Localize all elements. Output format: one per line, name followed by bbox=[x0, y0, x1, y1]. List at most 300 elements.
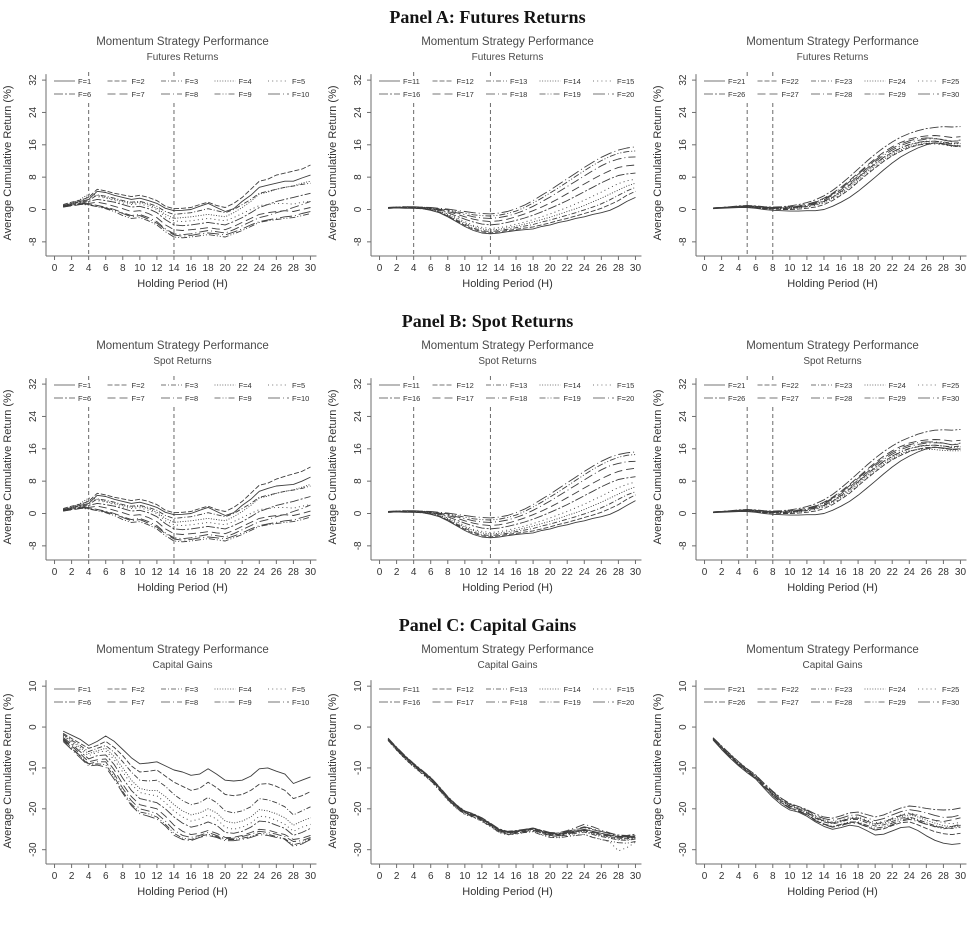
legend-item-F=29 bbox=[865, 698, 906, 707]
legend-item-F=30 bbox=[918, 698, 959, 707]
x-tick-label: 22 bbox=[236, 567, 248, 578]
legend-label: F=26 bbox=[728, 394, 746, 403]
legend-item-F=14 bbox=[540, 685, 581, 694]
legend-item-F=17 bbox=[433, 90, 474, 99]
x-tick-label: 4 bbox=[410, 263, 417, 274]
legend-item-F=25 bbox=[918, 685, 959, 694]
x-tick-label: 4 bbox=[735, 263, 742, 274]
legend-item-F=26 bbox=[704, 698, 745, 707]
legend-item-F=10 bbox=[268, 394, 309, 403]
panel-C-section bbox=[0, 612, 975, 916]
x-tick-label: 12 bbox=[476, 871, 488, 882]
legend-label: F=10 bbox=[292, 90, 310, 99]
legend-item-F=21 bbox=[704, 685, 745, 694]
x-tick-label: 10 bbox=[459, 263, 471, 274]
x-tick-label: 18 bbox=[527, 567, 539, 578]
legend-item-F=2 bbox=[108, 685, 145, 694]
y-tick-label: -30 bbox=[353, 842, 364, 857]
series-F=23 bbox=[713, 445, 960, 513]
x-tick-label: 30 bbox=[629, 263, 642, 274]
chart-subtitle: Capital Gains bbox=[152, 660, 213, 671]
chart-container-C3 bbox=[650, 638, 975, 916]
x-tick-label: 2 bbox=[393, 263, 400, 274]
legend-item-F=5 bbox=[268, 381, 305, 390]
y-tick-label: 32 bbox=[28, 74, 39, 86]
x-tick-label: 22 bbox=[561, 871, 573, 882]
x-tick-label: 0 bbox=[51, 567, 58, 578]
y-tick-label: -20 bbox=[678, 801, 689, 817]
legend-label: F=25 bbox=[942, 685, 960, 694]
x-tick-label: 22 bbox=[886, 871, 898, 882]
y-tick-label: 0 bbox=[28, 724, 39, 730]
legend-item-F=20 bbox=[593, 698, 634, 707]
legend-item-F=19 bbox=[540, 698, 581, 707]
legend-item-F=15 bbox=[593, 77, 634, 86]
chart-title: Momentum Strategy Performance bbox=[421, 644, 594, 656]
x-tick-label: 30 bbox=[954, 871, 967, 882]
x-tick-label: 22 bbox=[236, 871, 248, 882]
x-tick-label: 10 bbox=[134, 263, 146, 274]
legend-label: F=7 bbox=[131, 698, 145, 707]
series-F=23 bbox=[713, 141, 960, 209]
series-F=26 bbox=[713, 738, 960, 819]
x-tick-label: 6 bbox=[752, 263, 759, 274]
series-F=16 bbox=[388, 477, 635, 529]
x-tick-label: 12 bbox=[476, 567, 488, 578]
x-tick-label: 22 bbox=[886, 567, 898, 578]
x-tick-label: 14 bbox=[818, 871, 830, 882]
x-tick-label: 26 bbox=[920, 263, 932, 274]
x-axis-label: Holding Period (H) bbox=[787, 886, 878, 898]
x-tick-label: 2 bbox=[718, 263, 725, 274]
x-tick-label: 0 bbox=[51, 871, 58, 882]
x-tick-label: 26 bbox=[270, 871, 282, 882]
x-tick-label: 6 bbox=[752, 567, 759, 578]
legend-item-F=23 bbox=[811, 77, 852, 86]
x-tick-label: 16 bbox=[835, 263, 847, 274]
series-F=21 bbox=[713, 740, 960, 844]
legend-label: F=16 bbox=[403, 90, 421, 99]
y-tick-label: -20 bbox=[28, 801, 39, 817]
chart-subtitle: Futures Returns bbox=[471, 52, 544, 63]
y-tick-label: 24 bbox=[353, 106, 364, 119]
series-F=4 bbox=[63, 735, 310, 825]
y-tick-label: 0 bbox=[28, 206, 39, 213]
series-F=19 bbox=[388, 741, 635, 844]
legend-item-F=28 bbox=[811, 698, 852, 707]
y-tick-label: 24 bbox=[353, 410, 364, 423]
x-tick-label: 20 bbox=[219, 567, 231, 578]
legend-label: F=22 bbox=[781, 685, 799, 694]
x-axis-label: Holding Period (H) bbox=[137, 278, 228, 290]
legend-item-F=15 bbox=[593, 685, 634, 694]
x-tick-label: 26 bbox=[920, 871, 932, 882]
legend-label: F=28 bbox=[835, 90, 853, 99]
legend-label: F=11 bbox=[403, 381, 420, 390]
x-tick-label: 0 bbox=[701, 263, 708, 274]
y-tick-label: 32 bbox=[353, 378, 364, 390]
series-F=12 bbox=[388, 739, 635, 838]
legend-item-F=5 bbox=[268, 77, 305, 86]
x-tick-label: 0 bbox=[376, 567, 383, 578]
x-tick-label: 14 bbox=[168, 871, 180, 882]
legend-label: F=7 bbox=[131, 394, 145, 403]
chart-container-C2 bbox=[325, 638, 650, 916]
legend-item-F=13 bbox=[486, 381, 527, 390]
legend-item-F=7 bbox=[108, 90, 145, 99]
y-axis-label: Average Cumulative Return (%) bbox=[2, 693, 14, 849]
legend-label: F=27 bbox=[781, 394, 799, 403]
legend-label: F=2 bbox=[131, 381, 145, 390]
chart-A3 bbox=[650, 30, 975, 308]
legend-label: F=11 bbox=[403, 685, 420, 694]
legend-item-F=22 bbox=[758, 77, 799, 86]
x-tick-label: 26 bbox=[270, 263, 282, 274]
legend-label: F=26 bbox=[728, 90, 746, 99]
legend-item-F=16 bbox=[379, 394, 420, 403]
legend-label: F=3 bbox=[185, 77, 199, 86]
chart-container-A3 bbox=[650, 30, 975, 308]
series-F=29 bbox=[713, 739, 960, 829]
series-F=22 bbox=[713, 447, 960, 513]
series-F=17 bbox=[388, 740, 635, 838]
x-tick-label: 28 bbox=[612, 871, 624, 882]
legend-item-F=6 bbox=[54, 394, 91, 403]
x-tick-label: 18 bbox=[852, 263, 864, 274]
y-tick-label: 10 bbox=[28, 680, 39, 692]
y-tick-label: -10 bbox=[678, 760, 689, 776]
y-tick-label: 24 bbox=[28, 106, 39, 119]
x-tick-label: 16 bbox=[185, 871, 197, 882]
series-F=14 bbox=[388, 487, 635, 534]
y-tick-label: 32 bbox=[353, 74, 364, 86]
x-tick-label: 30 bbox=[954, 263, 967, 274]
series-F=24 bbox=[713, 449, 960, 513]
x-tick-label: 24 bbox=[578, 263, 590, 274]
y-tick-label: -20 bbox=[353, 801, 364, 817]
legend-item-F=23 bbox=[811, 685, 852, 694]
legend-label: F=4 bbox=[238, 685, 252, 694]
chart-subtitle: Spot Returns bbox=[803, 356, 862, 367]
legend-item-F=10 bbox=[268, 698, 309, 707]
legend-item-F=14 bbox=[540, 381, 581, 390]
chart-B2 bbox=[325, 334, 650, 612]
legend-label: F=21 bbox=[728, 381, 746, 390]
legend-item-F=30 bbox=[918, 90, 959, 99]
legend-label: F=1 bbox=[78, 381, 92, 390]
x-tick-label: 26 bbox=[595, 263, 607, 274]
chart-C1 bbox=[0, 638, 325, 916]
legend-label: F=6 bbox=[78, 394, 92, 403]
panel-B-chart-row bbox=[0, 334, 975, 612]
x-tick-label: 2 bbox=[718, 567, 725, 578]
legend-item-F=15 bbox=[593, 381, 634, 390]
x-tick-label: 30 bbox=[629, 567, 642, 578]
x-tick-label: 4 bbox=[410, 871, 417, 882]
chart-subtitle: Capital Gains bbox=[802, 660, 863, 671]
legend-item-F=3 bbox=[161, 381, 198, 390]
chart-container-B1 bbox=[0, 334, 325, 612]
y-tick-label: 0 bbox=[28, 510, 39, 517]
chart-title: Momentum Strategy Performance bbox=[746, 644, 919, 656]
y-tick-label: 16 bbox=[353, 139, 364, 151]
x-tick-label: 14 bbox=[493, 263, 505, 274]
legend-label: F=30 bbox=[942, 698, 960, 707]
x-tick-label: 18 bbox=[852, 567, 864, 578]
legend-label: F=21 bbox=[728, 685, 746, 694]
legend-label: F=1 bbox=[78, 685, 92, 694]
x-tick-label: 6 bbox=[102, 871, 109, 882]
y-tick-label: 0 bbox=[678, 206, 689, 213]
panel-A-heading: Panel A: Futures Returns bbox=[389, 7, 586, 27]
legend-item-F=19 bbox=[540, 90, 581, 99]
legend-label: F=13 bbox=[510, 77, 528, 86]
x-tick-label: 16 bbox=[510, 871, 522, 882]
x-axis-label: Holding Period (H) bbox=[137, 886, 228, 898]
x-tick-label: 0 bbox=[701, 567, 708, 578]
series-F=18 bbox=[388, 739, 635, 836]
legend-label: F=20 bbox=[617, 698, 635, 707]
y-tick-label: -8 bbox=[353, 237, 364, 247]
y-tick-label: -30 bbox=[28, 842, 39, 857]
legend-label: F=10 bbox=[292, 394, 310, 403]
y-axis-label: Average Cumulative Return (%) bbox=[327, 389, 339, 545]
series-F=20 bbox=[388, 739, 635, 837]
chart-B1 bbox=[0, 334, 325, 612]
x-tick-label: 30 bbox=[304, 871, 317, 882]
y-axis-label: Average Cumulative Return (%) bbox=[2, 389, 14, 545]
x-tick-label: 14 bbox=[818, 567, 830, 578]
legend-label: F=4 bbox=[238, 381, 252, 390]
legend-item-F=7 bbox=[108, 698, 145, 707]
legend-item-F=1 bbox=[54, 77, 91, 86]
x-tick-label: 12 bbox=[801, 567, 813, 578]
legend-item-F=13 bbox=[486, 77, 527, 86]
legend-label: F=19 bbox=[563, 698, 581, 707]
panel-B-section bbox=[0, 308, 975, 612]
chart-title: Momentum Strategy Performance bbox=[421, 36, 594, 48]
legend-item-F=30 bbox=[918, 394, 959, 403]
panel-C-heading: Panel C: Capital Gains bbox=[398, 615, 577, 635]
x-tick-label: 24 bbox=[578, 871, 590, 882]
legend-label: F=17 bbox=[456, 90, 474, 99]
legend-item-F=27 bbox=[758, 90, 799, 99]
legend-item-F=18 bbox=[486, 698, 527, 707]
chart-title: Momentum Strategy Performance bbox=[96, 644, 269, 656]
legend-label: F=24 bbox=[888, 685, 906, 694]
x-tick-label: 20 bbox=[869, 567, 881, 578]
legend-label: F=9 bbox=[238, 394, 252, 403]
panel-A-chart-row bbox=[0, 30, 975, 308]
y-axis-label: Average Cumulative Return (%) bbox=[327, 693, 339, 849]
chart-A2 bbox=[325, 30, 650, 308]
x-tick-label: 22 bbox=[561, 263, 573, 274]
series-F=25 bbox=[713, 144, 960, 209]
x-tick-label: 22 bbox=[886, 263, 898, 274]
legend-label: F=12 bbox=[456, 381, 474, 390]
x-tick-label: 10 bbox=[784, 871, 796, 882]
x-tick-label: 30 bbox=[629, 871, 642, 882]
series-F=24 bbox=[713, 739, 960, 827]
legend-label: F=12 bbox=[456, 685, 474, 694]
x-tick-label: 8 bbox=[770, 567, 776, 578]
legend-item-F=26 bbox=[704, 90, 745, 99]
x-tick-label: 8 bbox=[120, 871, 126, 882]
chart-container-A2 bbox=[325, 30, 650, 308]
y-tick-label: 8 bbox=[678, 174, 689, 180]
legend-item-F=23 bbox=[811, 381, 852, 390]
legend-item-F=21 bbox=[704, 77, 745, 86]
x-tick-label: 24 bbox=[578, 567, 590, 578]
legend-label: F=18 bbox=[510, 90, 528, 99]
y-tick-label: 10 bbox=[353, 680, 364, 692]
x-tick-label: 8 bbox=[770, 263, 776, 274]
x-tick-label: 4 bbox=[410, 567, 417, 578]
legend-item-F=3 bbox=[161, 77, 198, 86]
x-tick-label: 8 bbox=[120, 567, 126, 578]
x-tick-label: 2 bbox=[393, 871, 400, 882]
legend-item-F=13 bbox=[486, 685, 527, 694]
legend-item-F=8 bbox=[161, 394, 198, 403]
legend-label: F=12 bbox=[456, 77, 474, 86]
legend-item-F=29 bbox=[865, 394, 906, 403]
x-tick-label: 16 bbox=[835, 871, 847, 882]
legend-item-F=20 bbox=[593, 394, 634, 403]
x-tick-label: 4 bbox=[85, 871, 92, 882]
x-tick-label: 2 bbox=[68, 871, 75, 882]
series-F=5 bbox=[63, 736, 310, 831]
y-tick-label: -8 bbox=[28, 541, 39, 551]
x-tick-label: 4 bbox=[735, 871, 742, 882]
x-axis-label: Holding Period (H) bbox=[137, 582, 228, 594]
series-F=8 bbox=[63, 739, 310, 841]
legend-item-F=19 bbox=[540, 394, 581, 403]
x-tick-label: 12 bbox=[801, 263, 813, 274]
series-F=29 bbox=[713, 141, 960, 208]
x-tick-label: 28 bbox=[937, 263, 949, 274]
x-tick-label: 20 bbox=[219, 871, 231, 882]
legend-label: F=8 bbox=[185, 698, 199, 707]
x-tick-label: 20 bbox=[869, 871, 881, 882]
y-tick-label: -8 bbox=[28, 237, 39, 247]
legend-item-F=9 bbox=[215, 698, 252, 707]
legend-label: F=13 bbox=[510, 685, 528, 694]
legend-item-F=21 bbox=[704, 381, 745, 390]
legend-label: F=1 bbox=[78, 77, 92, 86]
x-axis-label: Holding Period (H) bbox=[462, 886, 553, 898]
legend-label: F=27 bbox=[781, 90, 799, 99]
series-F=13 bbox=[388, 740, 635, 840]
x-tick-label: 10 bbox=[459, 871, 471, 882]
x-tick-label: 12 bbox=[151, 567, 163, 578]
y-tick-label: -10 bbox=[353, 760, 364, 776]
series-F=24 bbox=[713, 143, 960, 209]
legend-item-F=1 bbox=[54, 685, 91, 694]
x-tick-label: 0 bbox=[376, 263, 383, 274]
y-tick-label: -8 bbox=[678, 237, 689, 247]
y-tick-label: 0 bbox=[678, 510, 689, 517]
legend-item-F=11 bbox=[379, 685, 420, 694]
chart-C2 bbox=[325, 638, 650, 916]
x-axis-label: Holding Period (H) bbox=[462, 582, 553, 594]
legend-label: F=29 bbox=[888, 90, 906, 99]
legend-label: F=10 bbox=[292, 698, 310, 707]
y-axis-label: Average Cumulative Return (%) bbox=[652, 389, 664, 545]
legend-label: F=14 bbox=[563, 381, 581, 390]
legend-label: F=6 bbox=[78, 698, 92, 707]
x-tick-label: 18 bbox=[202, 263, 214, 274]
x-tick-label: 14 bbox=[168, 567, 180, 578]
legend-item-F=25 bbox=[918, 381, 959, 390]
legend-item-F=3 bbox=[161, 685, 198, 694]
x-tick-label: 28 bbox=[287, 263, 299, 274]
x-axis-label: Holding Period (H) bbox=[787, 582, 878, 594]
x-tick-label: 30 bbox=[954, 567, 967, 578]
legend-item-F=12 bbox=[433, 685, 474, 694]
series-F=9 bbox=[63, 508, 310, 542]
y-tick-label: 16 bbox=[678, 443, 689, 455]
legend-item-F=16 bbox=[379, 90, 420, 99]
x-tick-label: 8 bbox=[445, 263, 451, 274]
chart-B3 bbox=[650, 334, 975, 612]
x-tick-label: 6 bbox=[102, 567, 109, 578]
legend-item-F=18 bbox=[486, 394, 527, 403]
series-F=11 bbox=[388, 739, 635, 838]
series-F=25 bbox=[713, 448, 960, 513]
y-tick-label: 8 bbox=[678, 478, 689, 484]
x-tick-label: 6 bbox=[427, 567, 434, 578]
x-tick-label: 24 bbox=[253, 567, 265, 578]
legend-item-F=26 bbox=[704, 394, 745, 403]
x-tick-label: 8 bbox=[445, 567, 451, 578]
y-axis-label: Average Cumulative Return (%) bbox=[652, 85, 664, 241]
panel-C-chart-row bbox=[0, 638, 975, 916]
legend-label: F=6 bbox=[78, 90, 92, 99]
x-tick-label: 0 bbox=[376, 871, 383, 882]
legend-label: F=21 bbox=[728, 77, 746, 86]
legend-item-F=4 bbox=[215, 685, 252, 694]
legend-item-F=16 bbox=[379, 698, 420, 707]
x-tick-label: 28 bbox=[287, 567, 299, 578]
legend-item-F=6 bbox=[54, 698, 91, 707]
legend-item-F=12 bbox=[433, 381, 474, 390]
legend-label: F=16 bbox=[403, 698, 421, 707]
series-F=14 bbox=[388, 739, 635, 840]
legend-item-F=17 bbox=[433, 394, 474, 403]
series-F=27 bbox=[713, 739, 960, 824]
legend-label: F=23 bbox=[835, 77, 853, 86]
chart-subtitle: Spot Returns bbox=[153, 356, 212, 367]
legend-item-F=20 bbox=[593, 90, 634, 99]
series-F=22 bbox=[713, 739, 960, 834]
panel-B-heading: Panel B: Spot Returns bbox=[401, 311, 574, 331]
chart-title: Momentum Strategy Performance bbox=[96, 340, 269, 352]
x-tick-label: 10 bbox=[784, 263, 796, 274]
series-F=9 bbox=[63, 204, 310, 238]
x-tick-label: 14 bbox=[168, 263, 180, 274]
series-F=8 bbox=[63, 201, 310, 234]
series-F=29 bbox=[713, 445, 960, 512]
x-tick-label: 14 bbox=[818, 263, 830, 274]
chart-container-A1 bbox=[0, 30, 325, 308]
x-tick-label: 10 bbox=[134, 871, 146, 882]
x-tick-label: 16 bbox=[510, 263, 522, 274]
legend-label: F=28 bbox=[835, 698, 853, 707]
x-tick-label: 6 bbox=[427, 871, 434, 882]
x-tick-label: 30 bbox=[304, 263, 317, 274]
series-F=20 bbox=[388, 147, 635, 214]
x-tick-label: 0 bbox=[51, 263, 58, 274]
